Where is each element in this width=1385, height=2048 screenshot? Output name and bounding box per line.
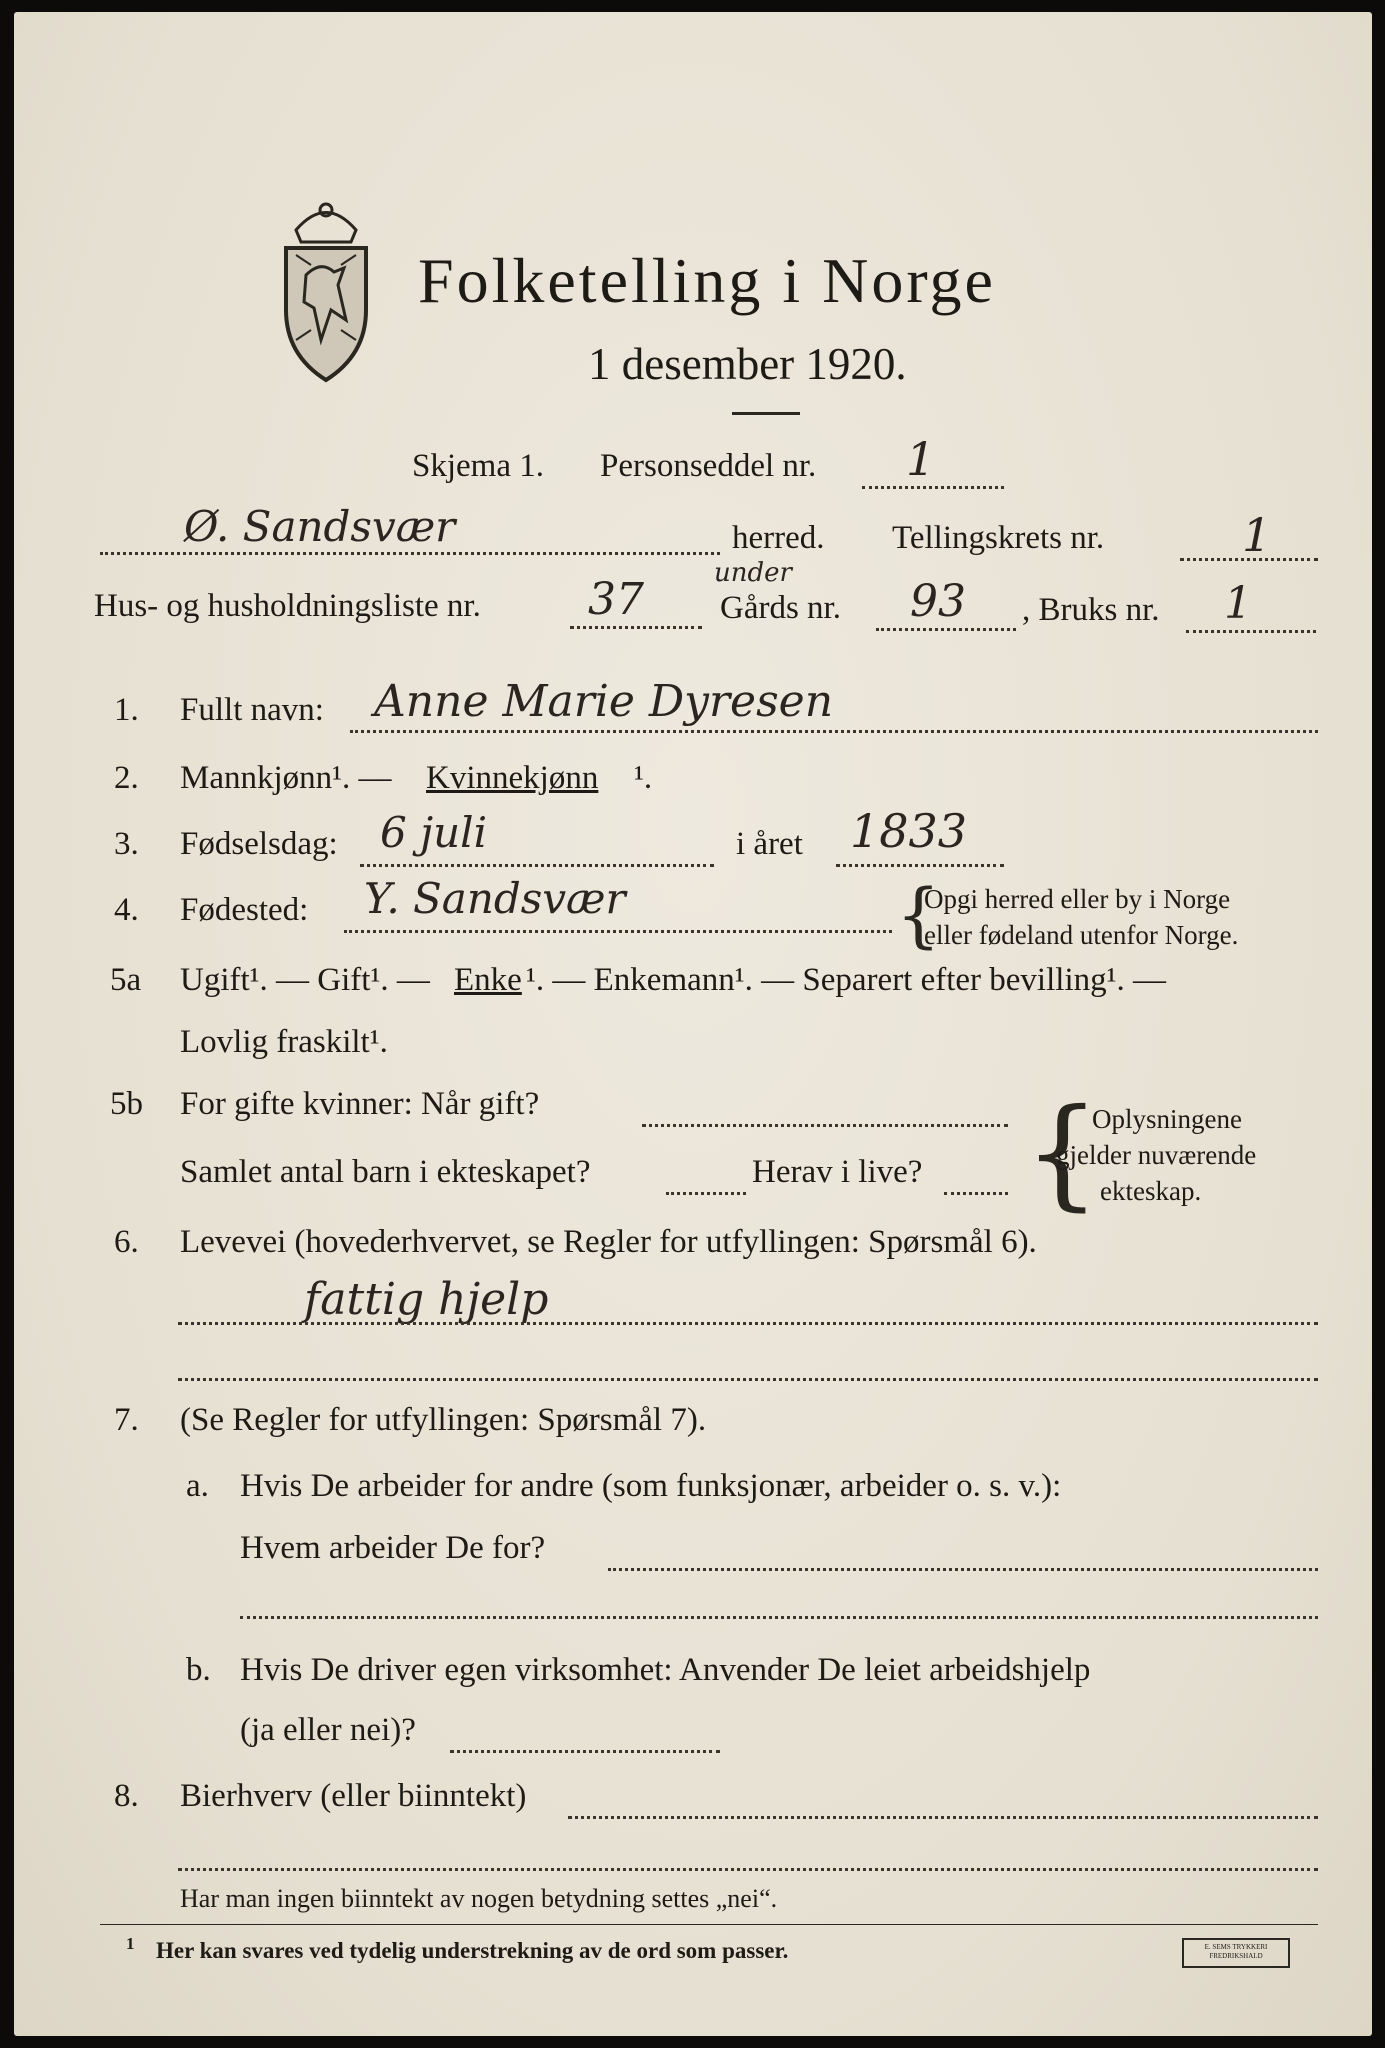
q1-number: 1. [114, 692, 139, 728]
q3-year-label: i året [736, 826, 803, 862]
title-divider [732, 412, 800, 415]
q3-number: 3. [114, 826, 139, 862]
footnote-mark: 1 [126, 1934, 135, 1953]
q7a-line-2: Hvem arbeider De for? [240, 1530, 546, 1566]
q4-birthplace-value[interactable]: Y. Sandsvær [364, 874, 626, 923]
herred-line [100, 552, 720, 555]
q3-year-value[interactable]: 1833 [850, 804, 968, 858]
q5b-note-line-1: Oplysningene [1092, 1104, 1242, 1134]
q7b-line-2: (ja eller nei)? [240, 1712, 416, 1748]
q3-birthday-line [360, 864, 714, 867]
q6-occupation-value[interactable]: fattig hjelp [304, 1274, 549, 1325]
q5b-alive-label: Herav i live? [752, 1154, 923, 1190]
q7-number: 7. [114, 1402, 139, 1438]
q2-tail: ¹. [634, 760, 653, 796]
q4-note-line-1: Opgi herred eller by i Norge [924, 884, 1231, 914]
q4-note-brace: { [896, 874, 941, 956]
footer-divider [100, 1924, 1318, 1925]
census-date: 1 desember 1920. [588, 339, 907, 389]
bruks-label: , Bruks nr. [1022, 592, 1160, 628]
q5b-married-when-line[interactable] [642, 1124, 1008, 1127]
q7b-line-1: Hvis De driver egen virksomhet: Anvender De leiet arbeidshjelp [240, 1652, 1091, 1688]
tellingskrets-label: Tellingskrets nr. [892, 520, 1105, 556]
q5b-children-line[interactable] [666, 1192, 746, 1195]
husliste-note: under [714, 558, 792, 588]
q5b-married-when-label: For gifte kvinner: Når gift? [180, 1086, 540, 1122]
q1-label: Fullt navn: [180, 692, 324, 728]
q7-label: (Se Regler for utfyllingen: Spørsmål 7). [180, 1402, 707, 1438]
husliste-line [570, 626, 702, 629]
q6-line-2 [178, 1378, 1318, 1381]
q1-full-name[interactable]: Anne Marie Dyresen [374, 676, 834, 727]
q8-number: 8. [114, 1778, 139, 1814]
bruks-line [1186, 630, 1316, 633]
gards-value[interactable]: 93 [910, 576, 966, 627]
q6-label: Levevei (hovederhvervet, se Regler for utfyllingen: Spørsmål 6). [180, 1224, 1037, 1260]
printer-stamp: E. SEMS TRYKKERI FREDRIKSHALD [1182, 1938, 1290, 1968]
q1-line [350, 730, 1318, 733]
q4-note-line-2: eller fødeland utenfor Norge. [924, 920, 1239, 950]
personseddel-label: Personseddel nr. [600, 448, 817, 484]
q6-number: 6. [114, 1224, 139, 1260]
footer-note: Har man ingen biinntekt av nogen betydning settes „nei“. [180, 1884, 778, 1913]
q7b-answer-line[interactable] [450, 1750, 720, 1753]
husliste-value[interactable]: 37 [588, 574, 644, 625]
census-form-page [14, 12, 1372, 2036]
q5a-options-a[interactable]: Ugift¹. — Gift¹. — [180, 962, 430, 998]
q3-birthday-value[interactable]: 6 juli [380, 808, 488, 857]
q3-label: Fødselsdag: [180, 826, 338, 862]
herred-value[interactable]: Ø. Sandsvær [184, 502, 456, 551]
q5b-note-line-2: gjelder nuværende [1056, 1140, 1257, 1170]
q4-label: Fødested: [180, 892, 309, 928]
q7a-employer-line[interactable] [608, 1568, 1318, 1571]
q5b-note-brace: { [1024, 1084, 1101, 1223]
q8-line-1[interactable] [568, 1816, 1318, 1819]
q7a-line-1: Hvis De arbeider for andre (som funksjonær, arbeider o. s. v.): [240, 1468, 1062, 1504]
q5a-options-b[interactable]: ¹. — Enkemann¹. — Separert efter bevilling¹. — [526, 962, 1167, 998]
q8-line-2 [178, 1868, 1318, 1871]
q5b-children-label: Samlet antal barn i ekteskapet? [180, 1154, 591, 1190]
husliste-label: Hus- og husholdningsliste nr. [94, 588, 481, 624]
q2-female-option[interactable]: Kvinnekjønn [426, 760, 599, 796]
footnote-text: Her kan svares ved tydelig understrekning av de ord som passer. [156, 1938, 789, 1963]
q7a-letter: a. [186, 1468, 209, 1504]
gards-label: Gårds nr. [720, 590, 841, 626]
gards-line [876, 628, 1016, 631]
q7a-extra-line [240, 1616, 1318, 1619]
q5b-alive-line[interactable] [944, 1192, 1008, 1195]
q3-year-line [836, 864, 1004, 867]
skjema-label: Skjema 1. [412, 448, 544, 484]
q7b-letter: b. [186, 1652, 211, 1688]
personseddel-value[interactable]: 1 [906, 432, 936, 486]
q6-line-1 [178, 1322, 1318, 1325]
form-title: Folketelling i Norge [418, 245, 996, 316]
coat-of-arms-icon [266, 190, 386, 390]
personseddel-line [862, 486, 1004, 489]
q5b-note-line-3: ekteskap. [1100, 1176, 1202, 1206]
q5a-fraskilt-option[interactable]: Lovlig fraskilt¹. [180, 1024, 388, 1060]
q5a-enke-option[interactable]: Enke [454, 962, 522, 998]
bruks-value[interactable]: 1 [1224, 578, 1252, 629]
tellingskrets-value[interactable]: 1 [1242, 508, 1272, 562]
herred-label: herred. [732, 520, 825, 556]
q5b-number: 5b [110, 1086, 143, 1122]
q8-label: Bierhverv (eller biinntekt) [180, 1778, 527, 1814]
q4-number: 4. [114, 892, 139, 928]
q2-number: 2. [114, 760, 139, 796]
q5a-number: 5a [110, 962, 142, 998]
q2-male-option[interactable]: Mannkjønn¹. — [180, 760, 392, 796]
q4-line [344, 930, 892, 933]
